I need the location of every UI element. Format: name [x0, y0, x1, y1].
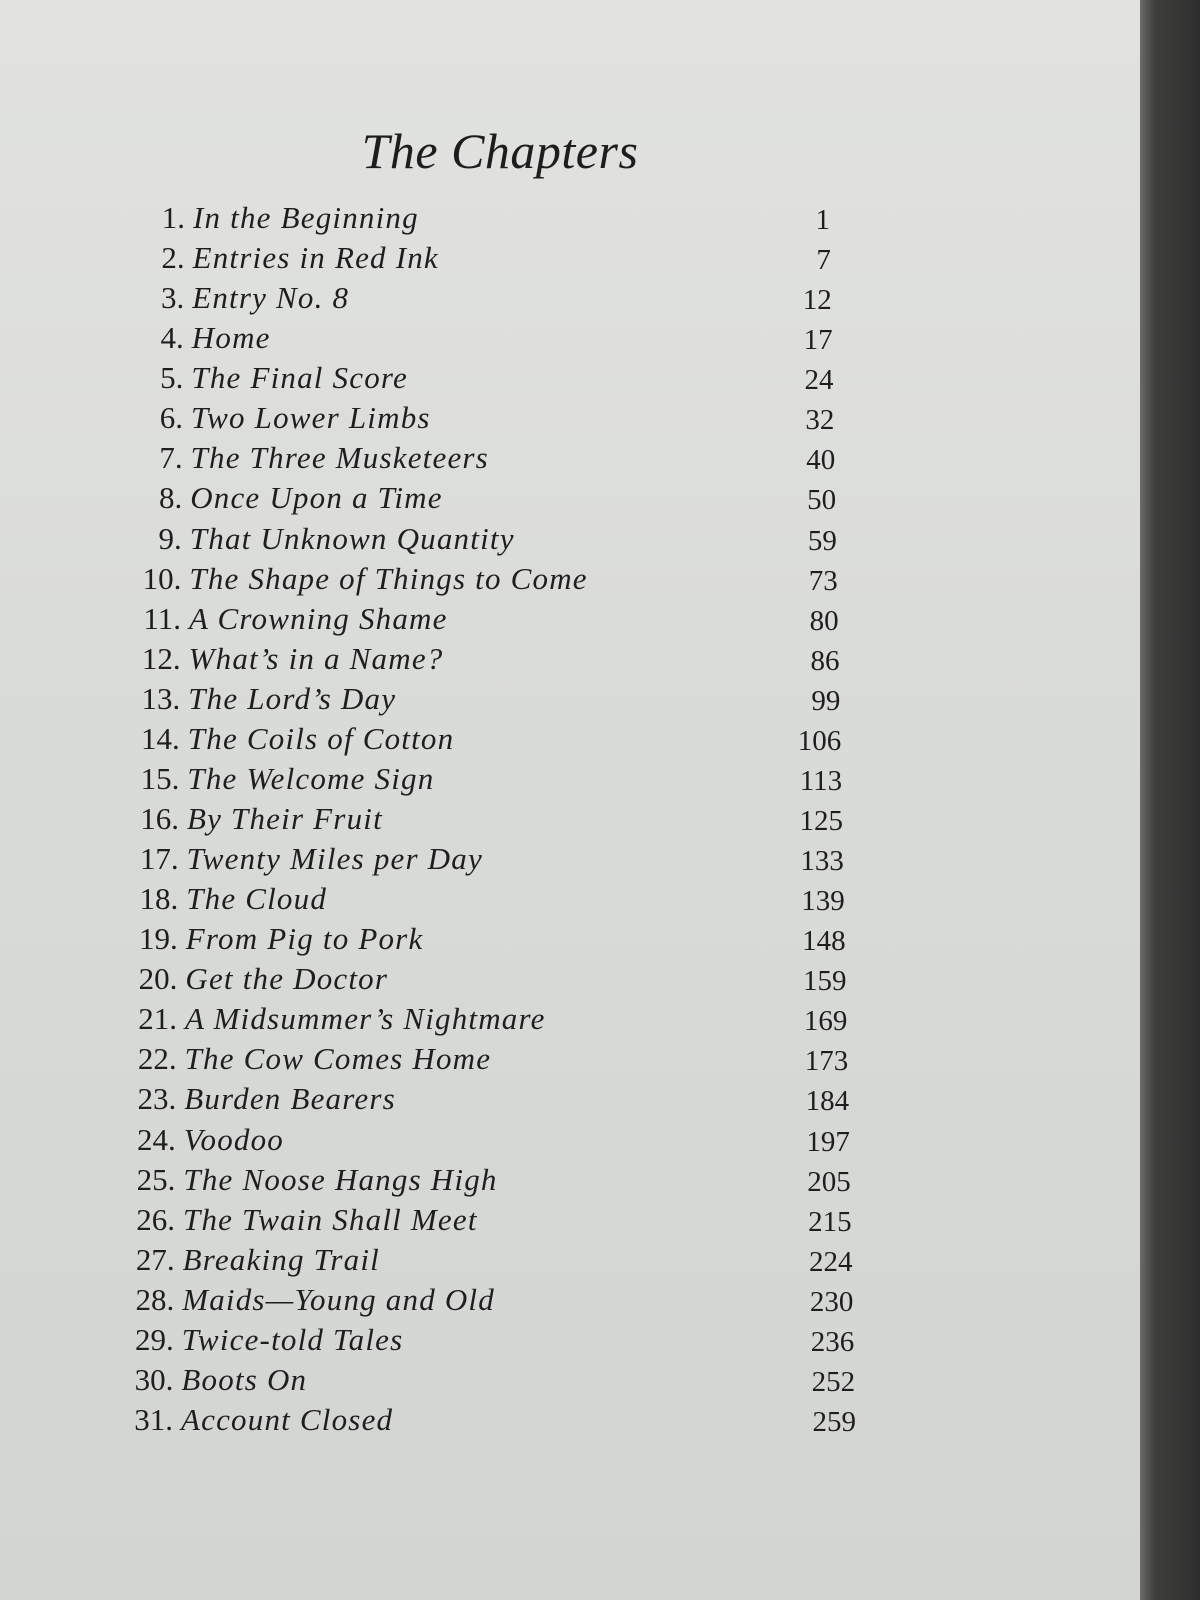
- toc-entry: [104, 1281, 495, 1317]
- chapter-title: The Noose Hangs High: [183, 1161, 498, 1197]
- toc-entry: [109, 803, 383, 834]
- chapter-number: 2.: [161, 240, 185, 276]
- chapter-page-number: 205: [807, 1165, 851, 1198]
- chapter-title: That Unknown Quantity: [189, 520, 515, 556]
- chapter-number: 7.: [159, 440, 183, 476]
- chapter-title: The Final Score: [191, 360, 408, 396]
- toc-entry: [110, 720, 455, 756]
- toc-entry: [111, 600, 448, 636]
- chapter-title: By Their Fruit: [187, 801, 383, 836]
- chapter-number: 28.: [135, 1281, 175, 1317]
- chapter-number: 11.: [143, 600, 181, 636]
- toc-entry: [107, 1041, 492, 1077]
- chapter-number: 18.: [139, 881, 179, 917]
- chapter-title: Two Lower Limbs: [191, 400, 431, 436]
- chapter-number: 12.: [141, 640, 181, 676]
- chapter-number: 14.: [141, 720, 180, 756]
- chapter-title: The Welcome Sign: [187, 760, 435, 796]
- chapter-page-number: 252: [811, 1365, 856, 1398]
- chapter-page-number: 106: [797, 724, 842, 757]
- chapter-number: 29.: [135, 1321, 174, 1357]
- chapter-number: 17.: [139, 841, 179, 877]
- toc-entry: [106, 1121, 284, 1157]
- chapter-title: The Cloud: [186, 881, 328, 917]
- toc-entry: [112, 520, 515, 556]
- toc-entry: [113, 360, 408, 396]
- toc-entry: [115, 240, 439, 276]
- chapter-title: Once Upon a Time: [190, 480, 443, 516]
- toc-entry: [104, 1321, 404, 1357]
- toc-entry: [115, 202, 419, 233]
- chapter-page-number: 173: [804, 1045, 849, 1078]
- chapter-page-number: 159: [802, 965, 847, 998]
- chapter-title: Twenty Miles per Day: [186, 841, 483, 877]
- toc-entry: [114, 320, 271, 356]
- toc-entry: [107, 1001, 546, 1037]
- toc-entry: [108, 881, 328, 917]
- chapter-title: A Midsummer’s Nightmare: [185, 1001, 546, 1037]
- page-title: The Chapters: [361, 123, 639, 179]
- chapter-number: 24.: [137, 1121, 176, 1157]
- chapter-number: 13.: [141, 680, 181, 716]
- chapter-title: Twice-told Tales: [181, 1321, 404, 1357]
- chapter-title: Maids—Young and Old: [182, 1281, 495, 1317]
- chapter-page-number: 224: [809, 1245, 853, 1278]
- toc-entry: [109, 760, 435, 796]
- chapter-page-number: 80: [809, 604, 839, 637]
- chapter-page-number: 73: [808, 564, 838, 597]
- chapter-title: Entry No. 8: [192, 280, 350, 316]
- toc-entry: [105, 1201, 478, 1237]
- chapter-title: In the Beginning: [193, 200, 419, 235]
- chapter-number: 22.: [137, 1041, 177, 1077]
- chapter-number: 5.: [160, 360, 184, 396]
- chapter-title: The Cow Comes Home: [184, 1041, 492, 1077]
- toc-entry: [106, 1081, 396, 1117]
- chapter-title: Burden Bearers: [184, 1081, 396, 1117]
- chapter-page-number: 113: [799, 764, 843, 797]
- chapter-page-number: 24: [804, 364, 834, 397]
- chapter-page-number: 184: [805, 1085, 850, 1118]
- toc-entry: [105, 1241, 380, 1277]
- chapter-number: 26.: [136, 1201, 175, 1237]
- chapter-number: 8.: [158, 480, 183, 516]
- toc-entry: [113, 440, 489, 476]
- page-edge-shadow: [1140, 0, 1200, 1600]
- chapter-title: Voodoo: [183, 1121, 284, 1157]
- chapter-number: 27.: [135, 1241, 175, 1277]
- toc-entry: [113, 400, 431, 436]
- chapter-title: Breaking Trail: [182, 1241, 380, 1277]
- chapter-title: The Coils of Cotton: [187, 720, 455, 756]
- toc-entry: [107, 961, 389, 997]
- toc-entry: [111, 640, 444, 676]
- chapter-title: Boots On: [181, 1361, 308, 1397]
- chapter-number: 4.: [160, 320, 184, 356]
- chapter-number: 10.: [142, 560, 182, 596]
- chapter-number: 9.: [158, 520, 182, 556]
- chapter-title: Get the Doctor: [185, 961, 389, 997]
- chapter-page-number: 59: [807, 524, 837, 557]
- chapter-page-number: 32: [805, 404, 835, 437]
- toc-entry: [103, 1361, 308, 1397]
- chapter-page-number: 50: [807, 484, 837, 517]
- chapter-title: The Lord’s Day: [188, 680, 397, 716]
- chapter-page-number: 148: [802, 925, 846, 958]
- chapter-number: 23.: [137, 1081, 177, 1117]
- chapter-number: 15.: [140, 760, 180, 796]
- chapter-title: The Twain Shall Meet: [183, 1201, 478, 1237]
- toc-entry: [108, 921, 424, 957]
- chapter-page-number: 7: [816, 244, 831, 277]
- chapter-number: 20.: [138, 961, 178, 997]
- chapter-number: 30.: [134, 1361, 174, 1397]
- chapter-number: 25.: [136, 1161, 176, 1197]
- chapter-title: A Crowning Shame: [189, 600, 448, 636]
- toc-entry: [105, 1161, 498, 1197]
- chapter-page-number: 197: [806, 1125, 850, 1158]
- chapter-number: 16.: [140, 801, 179, 836]
- chapter-title: The Three Musketeers: [190, 440, 489, 476]
- chapter-page-number: 125: [799, 805, 843, 837]
- toc-entry: [103, 1404, 393, 1435]
- chapter-title: Entries in Red Ink: [192, 240, 439, 276]
- chapter-title: Account Closed: [181, 1402, 394, 1437]
- chapter-page-number: 17: [803, 324, 833, 357]
- chapter-number: 31.: [134, 1402, 173, 1437]
- chapter-number: 6.: [159, 400, 183, 436]
- chapter-number: 21.: [138, 1001, 177, 1037]
- chapter-page-number: 86: [810, 644, 840, 677]
- toc-entry: [114, 280, 350, 316]
- chapter-page-number: 259: [812, 1406, 856, 1438]
- chapter-page-number: 236: [810, 1325, 855, 1358]
- chapter-page-number: 230: [809, 1285, 854, 1318]
- toc-entry: [109, 841, 483, 877]
- chapter-page-number: 40: [806, 444, 836, 477]
- toc-entry: [112, 480, 443, 516]
- chapter-title: Home: [191, 320, 271, 356]
- chapter-page-number: 133: [800, 845, 844, 878]
- chapter-page-number: 12: [802, 284, 832, 317]
- chapter-number: 3.: [160, 280, 185, 316]
- chapter-page-number: 99: [811, 684, 841, 717]
- chapter-page-number: 139: [801, 885, 845, 918]
- chapter-number: 19.: [139, 921, 178, 957]
- chapter-title: What’s in a Name?: [188, 640, 444, 676]
- toc-entry: [111, 560, 588, 596]
- chapter-title: The Shape of Things to Come: [189, 560, 588, 596]
- chapter-page-number: 1: [815, 204, 830, 236]
- chapter-page-number: 169: [803, 1005, 848, 1038]
- chapter-title: From Pig to Pork: [185, 921, 424, 957]
- toc-entry: [110, 680, 397, 716]
- chapter-number: 1.: [161, 200, 185, 235]
- chapter-page-number: 215: [808, 1205, 852, 1238]
